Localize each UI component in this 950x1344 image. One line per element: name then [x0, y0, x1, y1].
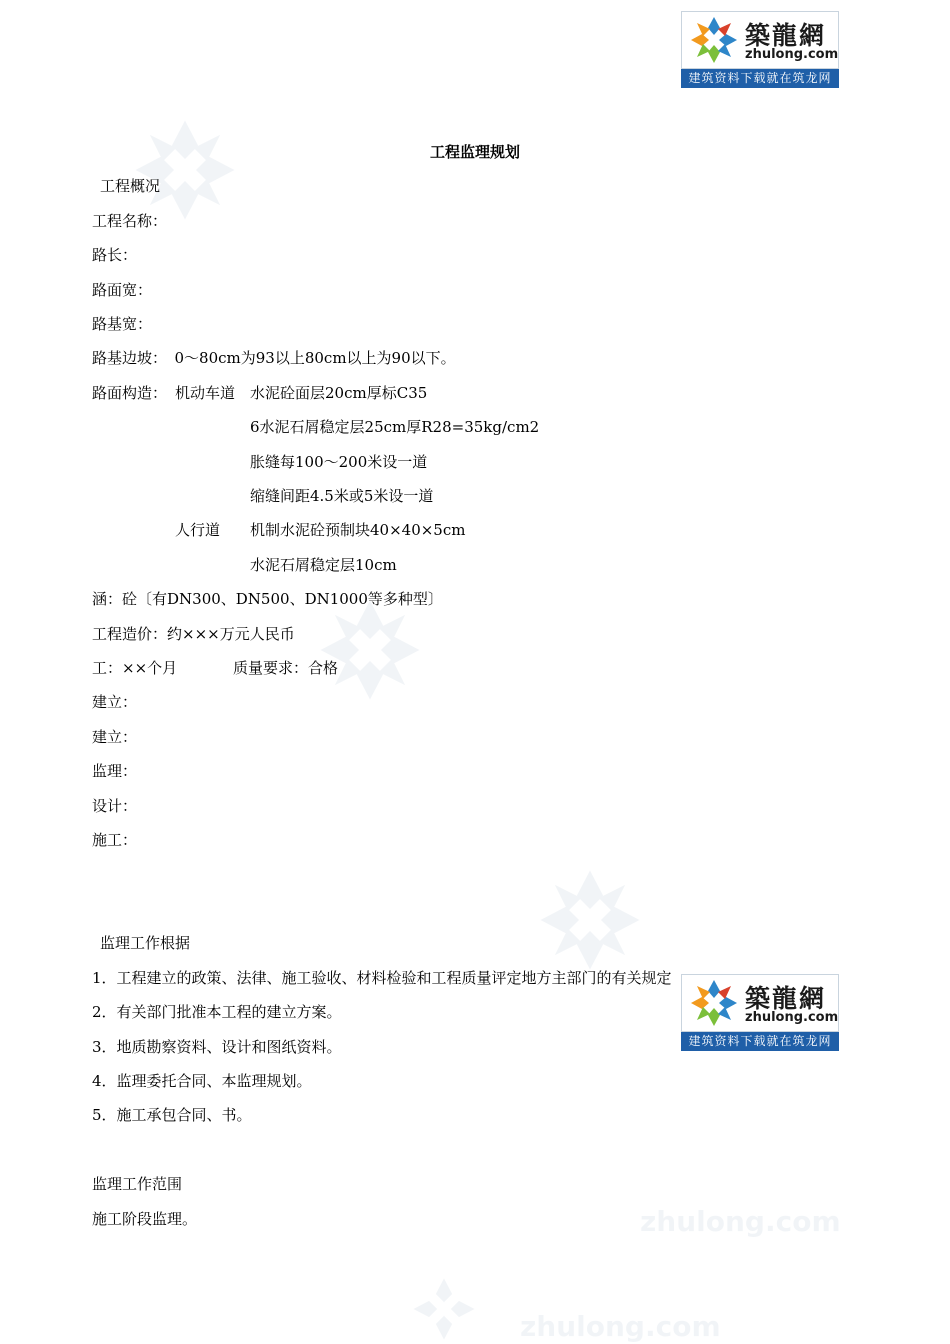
list-item: 3．地质勘察资料、设计和图纸资料。 [92, 1038, 342, 1056]
zhulong-logo-icon [686, 15, 742, 65]
logo-name-en: zhulong.com [745, 1010, 839, 1025]
field-build: 建立： [92, 693, 138, 711]
zhulong-logo [681, 11, 839, 89]
field-culvert: 涵：砼〔有DN300、DN500、DN1000等多种型〕 [92, 590, 443, 608]
field-build: 建立： [92, 728, 138, 746]
motorway-line: 缩缝间距4.5米或5米设一道 [250, 487, 434, 505]
field-pavement-structure-label: 路面构造： [92, 384, 168, 402]
page-title: 工程监理规划 [429, 143, 520, 161]
logo-name-cn: 築龍網 [745, 984, 827, 1013]
logo-name-cn: 築龍網 [745, 21, 827, 50]
motorway-line: 水泥砼面层20cm厚标C35 [250, 384, 428, 402]
field-project-name: 工程名称： [92, 212, 168, 230]
list-item: 4．监理委托合同、本监理规划。 [92, 1072, 312, 1090]
logo-slogan: 建筑资料下载就在筑龙网 [681, 69, 839, 88]
scope-text: 施工阶段监理。 [92, 1210, 198, 1228]
section-heading-overview: 工程概况 [100, 177, 161, 195]
list-item: 2．有关部门批准本工程的建立方案。 [92, 1003, 342, 1021]
watermark-logo-icon [130, 115, 240, 225]
zhulong-logo-icon [686, 978, 742, 1028]
watermark-logo-icon [535, 865, 645, 975]
field-design: 设计： [92, 797, 138, 815]
list-item: 5．施工承包合同、书。 [92, 1106, 252, 1124]
field-subgrade-width: 路基宽： [92, 315, 153, 333]
section-heading-basis: 监理工作根据 [100, 934, 191, 952]
zhulong-logo [681, 974, 839, 1052]
motorway-line: 胀缝每100～200米设一道 [250, 453, 428, 471]
field-cost: 工程造价：约×××万元人民币 [92, 625, 295, 643]
field-construction: 施工： [92, 831, 138, 849]
field-pavement-width: 路面宽： [92, 281, 153, 299]
list-item: 1．工程建立的政策、法律、施工验收、材料检验和工程质量评定地方主部门的有关规定 [92, 969, 672, 987]
motorway-line: 6水泥石屑稳定层25cm厚R28=35kg/cm2 [250, 418, 540, 436]
field-supervision: 监理： [92, 762, 138, 780]
field-road-length: 路长： [92, 246, 138, 264]
field-subgrade-slope: 路基边坡： 0～80cm为93以上80cm以上为90以下。 [92, 349, 456, 367]
motorway-label: 机动车道 [175, 384, 236, 402]
sidewalk-line: 机制水泥砼预制块40×40×5cm [250, 521, 466, 539]
section-heading-scope: 监理工作范围 [92, 1175, 183, 1193]
watermark-text: zhulong.com [520, 1310, 721, 1343]
logo-name-en: zhulong.com [745, 47, 839, 62]
watermark-text: zhulong.com [640, 1205, 841, 1238]
sidewalk-line: 水泥石屑稳定层10cm [250, 556, 397, 574]
field-duration: 工：××个月 [92, 659, 178, 677]
logo-slogan: 建筑资料下载就在筑龙网 [681, 1032, 839, 1051]
watermark-logo-icon [410, 1275, 478, 1343]
field-quality: 质量要求：合格 [233, 659, 339, 677]
sidewalk-label: 人行道 [175, 521, 221, 539]
